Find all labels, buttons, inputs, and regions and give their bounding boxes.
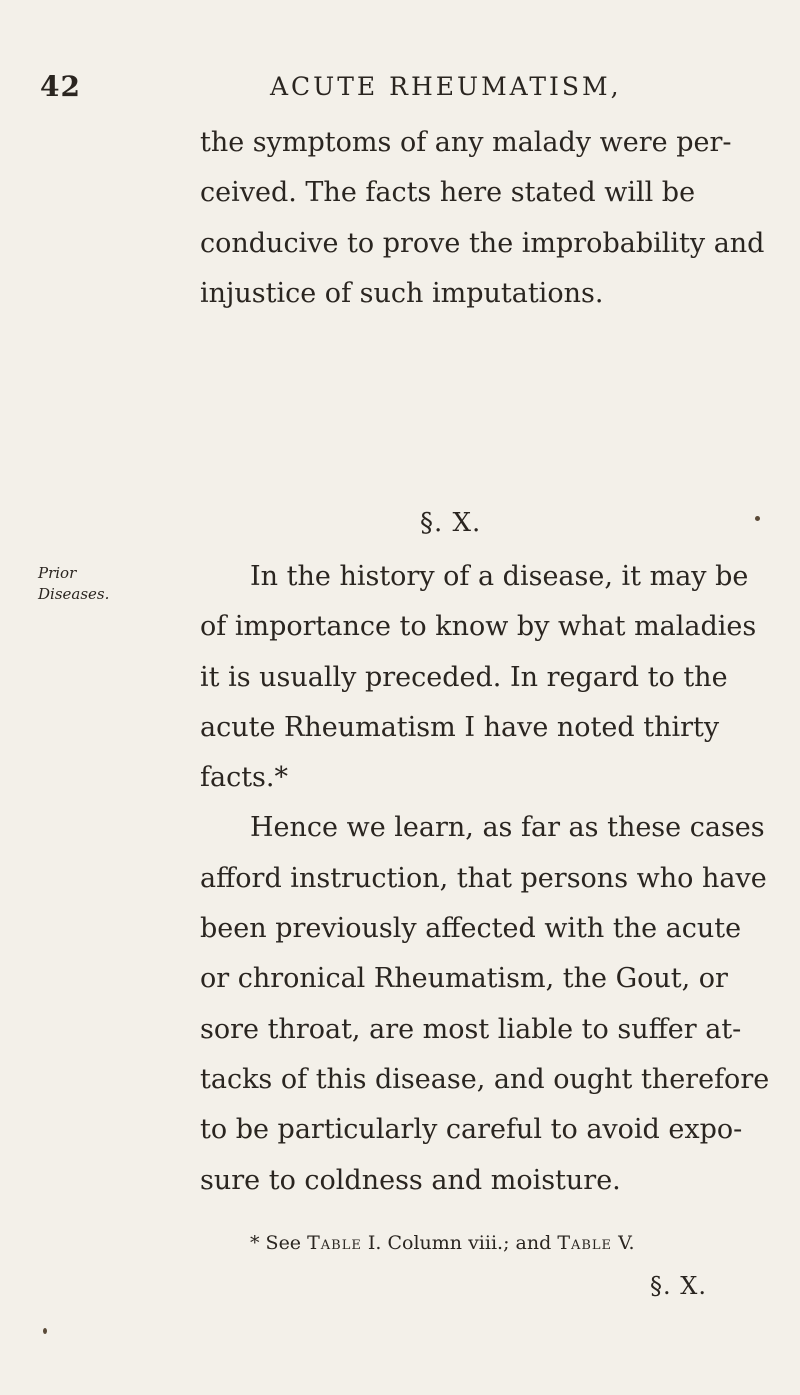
- text-line: Hence we learn, as far as these cases: [250, 812, 765, 844]
- margin-note-line: Diseases.: [38, 585, 110, 603]
- footnote-see: See: [265, 1232, 302, 1254]
- footnote-table-word: Table: [307, 1232, 362, 1254]
- ink-speck: [43, 1328, 47, 1334]
- text-line: acute Rheumatism I have noted thirty: [200, 711, 720, 743]
- text-line: to be particularly careful to avoid expo-: [200, 1114, 743, 1146]
- text-line: of importance to know by what maladies: [200, 611, 757, 643]
- footnote-table-word: Table: [557, 1232, 613, 1254]
- text-line: tacks of this disease, and ought therefore: [200, 1063, 770, 1095]
- text-line: afford instruction, that persons who have: [200, 862, 767, 894]
- text-line: been previously affected with the acute: [200, 913, 742, 945]
- section-body: [200, 552, 770, 1206]
- page-number: 42: [40, 70, 81, 103]
- text-line: injustice of such imputations.: [200, 277, 604, 309]
- section-heading: §. X.: [420, 508, 482, 538]
- text-line: or chronical Rheumatism, the Gout, or: [200, 963, 728, 995]
- running-head: ACUTE RHEUMATISM,: [270, 72, 622, 101]
- footnote-table-ref: V.: [618, 1232, 635, 1254]
- margin-note: [38, 563, 109, 605]
- text-line: the symptoms of any malady were per-: [200, 127, 732, 158]
- footnote-marker: *: [250, 1232, 260, 1254]
- footnote: [250, 1232, 635, 1254]
- paragraph-continuation: [200, 118, 765, 319]
- ink-speck: [755, 516, 760, 521]
- catchword: §. X.: [650, 1272, 707, 1300]
- text-line: sore throat, are most liable to suffer at-: [200, 1013, 742, 1045]
- text-line: it is usually preceded. In regard to the: [200, 661, 728, 693]
- text-line: sure to coldness and moisture.: [200, 1164, 621, 1196]
- text-line: ceived. The facts here stated will be: [200, 177, 696, 209]
- footnote-and: and: [515, 1232, 552, 1254]
- text-line: In the history of a disease, it may be: [250, 561, 749, 592]
- text-line: conducive to prove the improbability and: [200, 227, 765, 259]
- page-header: [40, 70, 780, 120]
- text-line: facts.*: [200, 762, 289, 794]
- margin-note-line: Prior: [38, 564, 77, 582]
- footnote-table-ref: I. Column viii.;: [367, 1232, 510, 1254]
